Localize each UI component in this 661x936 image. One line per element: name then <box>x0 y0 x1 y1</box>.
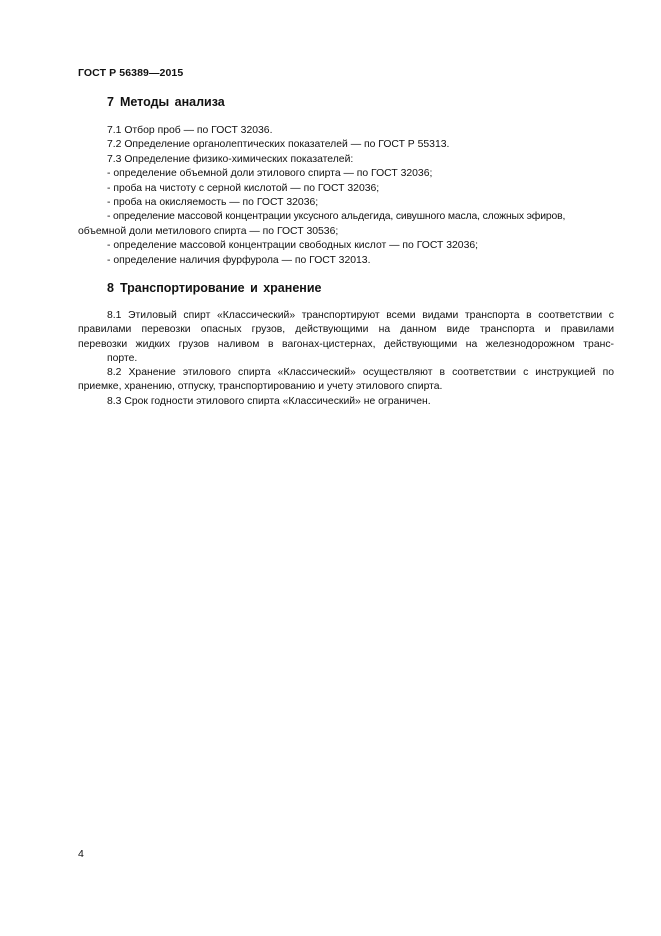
clause-7-1: 7.1 Отбор проб — по ГОСТ 32036. <box>107 125 273 136</box>
list-item: - определение массовой концентрации уксусного альдегида, сивушного масла, сложных эфиров, <box>107 211 566 223</box>
list-item: - определение массовой концентрации свободных кислот — по ГОСТ 32036; <box>107 240 479 252</box>
clause-8-1 <box>78 309 614 367</box>
list-item-continuation: объемной доли метилового спирта — по ГОСТ 30536; <box>78 225 339 237</box>
clause-8-2 <box>78 366 614 395</box>
section-7-title: Методы анализа <box>119 95 225 109</box>
clause-7-3: 7.3 Определение физико-химических показателей: <box>107 153 354 165</box>
paragraph-line: 8.1 Этиловый спирт «Классический» транспортируют всеми видами транспорта в соответствии с <box>107 310 614 321</box>
section-7-heading <box>107 95 225 109</box>
paragraph-line: перевозки жидких грузов наливом в вагонах-цистернах, действующими на железнодорожном транс- <box>78 338 614 350</box>
section-8-number: 8 <box>107 281 114 295</box>
section-8-title: Транспортирование и хранение <box>119 281 322 295</box>
paragraph-line: правилами перевозки опасных грузов, действующими на данном виде транспорта и правилами <box>78 324 614 336</box>
section-8-heading <box>107 281 321 295</box>
document-header: ГОСТ Р 56389—2015 <box>78 67 184 79</box>
list-item: - проба на окисляемость — по ГОСТ 32036; <box>107 197 319 209</box>
section-7-body <box>78 124 614 268</box>
clause-7-2: 7.2 Определение органолептических показателей — по ГОСТ Р 55313. <box>107 139 450 151</box>
list-item: - определение объемной доли этилового спирта — по ГОСТ 32036; <box>107 168 433 180</box>
paragraph-line: 8.3 Срок годности этилового спирта «Классический» не ограничен. <box>107 396 431 407</box>
section-7-number: 7 <box>107 95 114 109</box>
paragraph-line: 8.2 Хранение этилового спирта «Классический» осуществляют в соответствии с инструкцией по <box>107 367 614 378</box>
paragraph-line: порте. <box>107 353 138 365</box>
list-item: - определение наличия фурфурола — по ГОСТ 32013. <box>107 254 371 266</box>
page-number: 4 <box>78 848 84 860</box>
paragraph-line: приемке, хранению, отпуску, транспортированию и учету этилового спирта. <box>78 381 443 393</box>
list-item: - проба на чистоту с серной кислотой — по ГОСТ 32036; <box>107 182 380 194</box>
clause-8-3 <box>78 395 614 409</box>
